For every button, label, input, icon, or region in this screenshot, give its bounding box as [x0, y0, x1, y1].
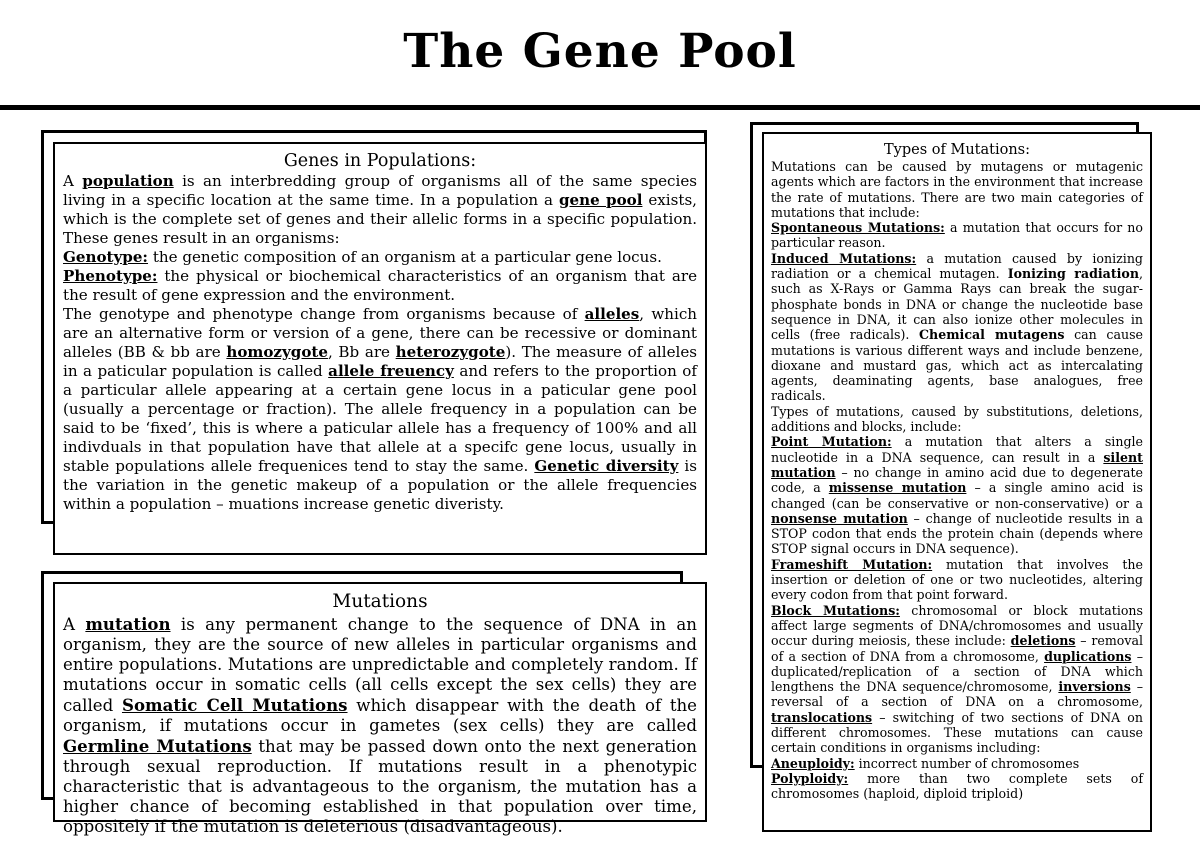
title-divider	[0, 105, 1200, 110]
text-run: exists, which is the complete set of genes and their allelic forms in a specific population. These genes result in an organisms:	[63, 191, 697, 247]
mutations-panel	[53, 582, 707, 836]
page-title: The Gene Pool	[403, 24, 797, 79]
types-heading: Types of Mutations:	[884, 142, 1030, 158]
term-induced-mutations: Induced Mutations:	[771, 250, 917, 266]
text-run: is the variation in the genetic makeup of a population or the allele frequencies within a population – muations increase genetic diveristy.	[63, 457, 697, 513]
text-run: – removal of a section of DNA from a chromosome,	[771, 633, 1143, 664]
text-run: and refers to the proportion of a particular allele appearing at a certain gene locus in a paticular gene pool (usually a percentage or fraction). The allele frequency in a population can be said to be ‘fixed’, this is where a paticular allele has a frequency of 100% and all indivduals in that population have that allele at a specifc gene locus, usually in stable populations allele frequenices tend to stay the same.	[63, 362, 697, 475]
term-frameshift-mutation: Frameshift Mutation:	[771, 556, 933, 572]
term-mutation: mutation	[85, 614, 171, 634]
text-run: that may be passed down onto the next generation through sexual reproduction. If mutations result in a phenotypic characteristic that is advantageous to the organism, the mutation has a higher chance of becoming established in that population over time, oppositely if the mutation is deleterious (disadvantageous).	[63, 737, 697, 836]
text-run: , Bb are	[327, 343, 396, 361]
text-run: which disappear with the death of the organism, if mutations occur in gametes (sex cells) they are called	[63, 696, 697, 735]
types-list-intro: Types of mutations, caused by substitutions, deletions, additions and blocks, include:	[771, 403, 1143, 435]
text-run: – switching of two sections of DNA on different chromosomes. These mutations can cause certain conditions in organisms including:	[771, 709, 1143, 756]
term-germline-mutations: Germline Mutations	[63, 736, 252, 756]
term-allele-frequency: allele freuency	[328, 362, 454, 380]
text-run: A	[63, 172, 83, 190]
text-run: more than two complete sets of chromosomes (haploid, diploid triploid)	[771, 770, 1143, 802]
text-run: – a single amino acid is changed (can be conservative or non-conservative) or a	[771, 480, 1143, 511]
text-run: A	[63, 615, 86, 634]
polyploidy-paragraph	[771, 771, 1143, 802]
text-run: – duplicated/replication of a section of DNA which lengthens the DNA sequence/chromosome,	[771, 648, 1143, 695]
term-polyploidy: Polyploidy:	[771, 770, 849, 786]
term-spontaneous-mutations: Spontaneous Mutations:	[771, 220, 945, 236]
term-population: population	[82, 172, 174, 190]
population-paragraph	[63, 172, 697, 248]
term-point-mutation: Point Mutation:	[771, 434, 892, 450]
genotype-paragraph	[63, 248, 697, 267]
text-run: is an interbredding group of organisms all of the same species living in a specific location at the same time. In a population a	[63, 172, 697, 209]
term-alleles: alleles	[584, 305, 640, 323]
term-heterozygote: heterozygote	[395, 343, 506, 361]
genes-heading: Genes in Populations:	[283, 151, 477, 171]
text-run: a mutation that alters a single nucleotide in a DNA sequence, can result in a	[771, 434, 1143, 465]
text-run: is any permanent change to the sequence of DNA in an organism, they are the source of new alleles in particular organisms and entire populations. Mutations are unpredictable and completely random. If mutations occur in somatic cells (all cells except the sex cells) they are called	[63, 615, 697, 715]
phenotype-paragraph	[63, 267, 697, 305]
text-run: incorrect number of chromosomes	[854, 755, 1080, 771]
term-phenotype: Phenotype:	[63, 267, 158, 285]
point-mutation-paragraph	[771, 434, 1143, 556]
mutations-heading: Mutations	[332, 591, 428, 612]
text-run: – no change in amino acid due to degenerate code, a	[771, 464, 1143, 496]
block-mutations-paragraph	[771, 603, 1143, 756]
term-genotype: Genotype:	[63, 248, 149, 266]
term-genetic-diversity: Genetic diversity	[534, 457, 679, 475]
term-inversions: inversions	[1058, 679, 1131, 695]
aneuploidy-paragraph	[771, 756, 1143, 771]
induced-paragraph	[771, 251, 1143, 404]
types-intro: Mutations can be caused by mutagens or mutagenic agents which are factors in the environment that increase the rate of mutations. There are two main categories of mutations that include:	[771, 159, 1143, 220]
term-ionizing-radiation: Ionizing radiation	[1007, 266, 1139, 282]
text-run: a mutation that occurs for no particular reason.	[771, 220, 1143, 251]
text-run: ). The measure of alleles in a paticular population is called	[63, 343, 698, 380]
term-block-mutations: Block Mutations:	[771, 602, 900, 618]
text-run: , which are an alternative form or version of a gene, there can be recessive or dominant alleles (BB & bb are	[63, 305, 697, 361]
term-aneuploidy: Aneuploidy:	[771, 755, 855, 771]
genes-in-populations-panel	[53, 142, 707, 555]
text-run: can cause mutations is various different ways and include benzene, dioxane and mustard gas, which act as intercalating agents, deaminating agents, base analogues, free radicals.	[771, 327, 1143, 404]
text-run: mutation that involves the insertion or deletion of one or two nucleotides, altering every codon from that point forward.	[771, 556, 1143, 603]
text-run: , such as X-Rays or Gamma Rays can break the sugar-phosphate bonds in DNA or change the nucleotide base sequence in DNA, it can also ionize other molecules in cells (free radicals).	[771, 266, 1144, 343]
types-of-mutations-panel	[762, 132, 1152, 832]
term-duplications: duplications	[1044, 648, 1132, 664]
term-silent-mutation: silent mutation	[771, 449, 1143, 480]
term-homozygote: homozygote	[226, 343, 328, 361]
mutations-paragraph	[63, 614, 697, 837]
spontaneous-paragraph	[771, 220, 1143, 251]
text-run: the physical or biochemical characteristics of an organism that are the result of gene expression and the environment.	[63, 267, 697, 304]
term-somatic-cell-mutations: Somatic Cell Mutations	[121, 695, 348, 715]
term-missense-mutation: missense mutation	[828, 480, 967, 496]
term-gene-pool: gene pool	[558, 191, 643, 209]
text-run: the genetic composition of an organism at a particular gene locus.	[148, 248, 662, 266]
text-run: The genotype and phenotype change from organisms because of	[63, 305, 585, 323]
alleles-paragraph	[63, 305, 697, 514]
text-run: – change of nucleotide results in a STOP codon that ends the protein chain (depends where STOP signal occurs in DNA sequence).	[771, 510, 1143, 557]
term-deletions: deletions	[1010, 633, 1076, 649]
text-run: a mutation caused by ionizing radiation or a chemical mutagen.	[771, 250, 1143, 282]
text-run: chromosomal or block mutations affect large segments of DNA/chromosomes and usually occur during meiosis, these include:	[771, 602, 1144, 649]
text-run: – reversal of a section of DNA on a chromosome,	[771, 679, 1143, 710]
frameshift-paragraph	[771, 557, 1143, 603]
term-chemical-mutagens: Chemical mutagens	[919, 327, 1065, 343]
term-translocations: translocations	[771, 709, 873, 725]
term-nonsense-mutation: nonsense mutation	[771, 510, 908, 526]
